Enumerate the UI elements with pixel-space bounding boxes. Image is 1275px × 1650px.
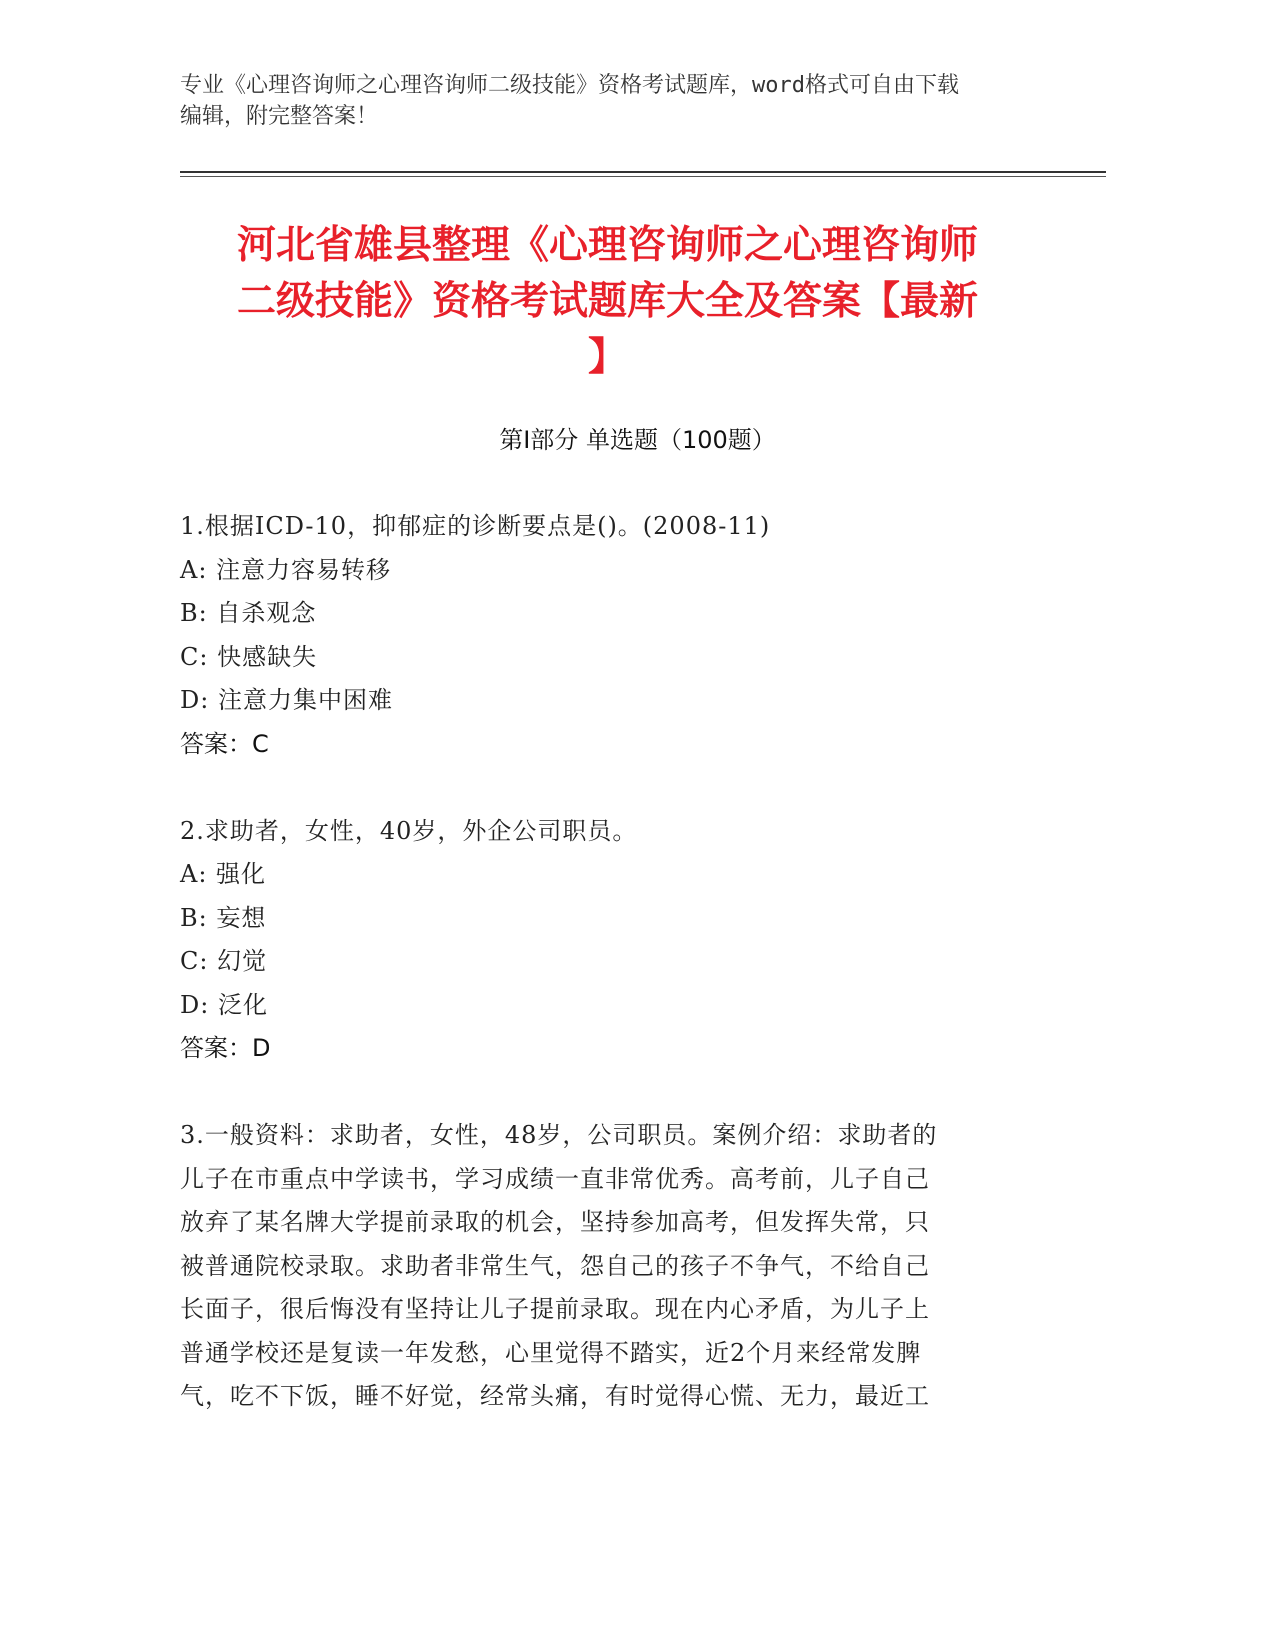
option-b: B: 妄想 — [180, 903, 267, 932]
question-stem-line: 气，吃不下饭，睡不好觉，经常头痛，有时觉得心慌、无力，最近工 — [180, 1382, 930, 1410]
option-d: D: 泛化 — [180, 990, 268, 1019]
header-note-line: 编辑，附完整答案！ — [180, 104, 379, 129]
header-note — [180, 70, 1060, 132]
header-divider-thin — [180, 176, 1106, 177]
title-line: 二级技能》资格考试题库大全及答案【最新 — [236, 279, 978, 324]
option-c: C: 快感缺失 — [180, 642, 318, 671]
answer-label: 答案：C — [180, 729, 269, 758]
section-heading: 第Ⅰ部分 单选题（100题） — [499, 426, 776, 454]
question-stem-line: 长面子，很后悔没有坚持让儿子提前录取。现在内心矛盾，为儿子上 — [180, 1295, 930, 1323]
document-title — [150, 218, 1065, 386]
question-stem-line: 3.一般资料：求助者，女性，48岁，公司职员。案例介绍：求助者的 — [180, 1121, 938, 1149]
question-stem-line: 普通学校还是复读一年发愁，心里觉得不踏实，近2个月来经常发脾 — [180, 1338, 922, 1367]
spacer — [180, 766, 1040, 810]
title-line: 河北省雄县整理《心理咨询师之心理咨询师 — [236, 223, 978, 268]
spacer — [180, 1071, 1040, 1115]
question-stem-line: 儿子在市重点中学读书，学习成绩一直非常优秀。高考前，儿子自己 — [180, 1164, 930, 1193]
question-stem: 2.求助者，女性，40岁，外企公司职员。 — [180, 816, 638, 845]
question-1 — [180, 505, 1040, 766]
question-2 — [180, 810, 1040, 1071]
option-c: C: 幻觉 — [180, 947, 268, 975]
option-b: B: 自杀观念 — [180, 599, 317, 627]
question-stem-line: 被普通院校录取。求助者非常生气，怨自己的孩子不争气，不给自己 — [180, 1251, 930, 1280]
option-a: A: 注意力容易转移 — [180, 555, 392, 584]
header-note-line: 专业《心理咨询师之心理咨询师二级技能》资格考试题库，word格式可自由下载 — [180, 73, 959, 98]
header-divider-thick — [180, 171, 1106, 173]
option-d: D: 注意力集中困难 — [180, 686, 393, 714]
option-a: A: 强化 — [180, 860, 267, 888]
answer-label: 答案：D — [180, 1034, 271, 1062]
question-stem: 1.根据ICD-10，抑郁症的诊断要点是()。(2008-11) — [180, 512, 771, 540]
title-line: 】 — [587, 335, 627, 380]
question-stem-line: 放弃了某名牌大学提前录取的机会，坚持参加高考，但发挥失常，只 — [180, 1208, 930, 1236]
question-list — [180, 505, 1040, 1419]
question-3 — [180, 1114, 1040, 1419]
